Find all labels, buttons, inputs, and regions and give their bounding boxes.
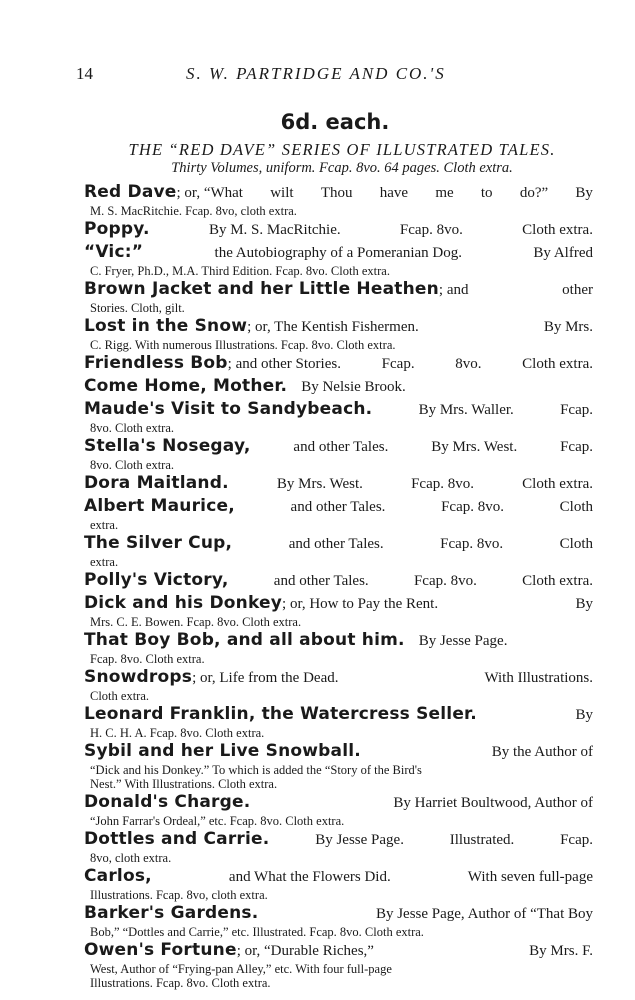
book-title: Polly's Victory, xyxy=(84,570,229,590)
title-group xyxy=(84,315,419,339)
entry-text: By xyxy=(575,185,593,201)
book-entry xyxy=(84,902,593,939)
entry-text: ; or, Life from the Dead. xyxy=(192,670,339,686)
entry-first-line xyxy=(84,592,593,615)
entry-details: “John Farrar's Ordeal,” etc. Fcap. 8vo. Cloth extra. xyxy=(90,814,345,828)
entry-text: Fcap. 8vo. xyxy=(399,222,463,238)
book-entry xyxy=(84,703,593,740)
entry-text: Fcap. xyxy=(560,402,593,418)
entry-text: By Nelsie Brook. xyxy=(301,379,406,395)
book-entry xyxy=(84,472,593,495)
entry-text: With seven full-page xyxy=(467,869,593,885)
running-head xyxy=(76,64,596,86)
entry-first-line xyxy=(84,791,593,814)
entry-text: ; and xyxy=(438,282,469,298)
entry-text: 8vo. xyxy=(455,356,482,372)
entry-first-line xyxy=(84,181,593,204)
price-heading: 6d. each. xyxy=(280,110,390,134)
page-number: 14 xyxy=(76,64,93,83)
entry-text: By Jesse Page, Author of “That Boy xyxy=(375,906,593,922)
entry-first-line xyxy=(84,666,593,689)
entry-text: Fcap. 8vo. xyxy=(411,476,475,492)
entry-details: C. Fryer, Ph.D., M.A. Third Edition. Fcap. 8vo. Cloth extra. xyxy=(90,264,390,278)
book-entry xyxy=(84,278,593,315)
title-group xyxy=(84,278,469,302)
book-title: Dora Maitland. xyxy=(84,473,229,493)
entry-text: other xyxy=(562,282,593,298)
entry-first-line xyxy=(84,629,593,652)
entry-first-line xyxy=(84,865,593,888)
entry-text: By xyxy=(575,707,593,723)
book-entry xyxy=(84,740,593,791)
entry-text: By Jesse Page. xyxy=(418,633,508,649)
entry-first-line xyxy=(84,375,593,398)
entry-text: the Autobiography of a Pomeranian Dog. xyxy=(214,245,462,261)
book-title: Albert Maurice, xyxy=(84,496,235,516)
book-entry xyxy=(84,569,593,592)
entry-text: Fcap. xyxy=(560,832,593,848)
book-title: Owen's Fortune xyxy=(84,940,237,960)
entry-first-line xyxy=(84,278,593,301)
entry-details: Mrs. C. E. Bowen. Fcap. 8vo. Cloth extra. xyxy=(90,615,302,629)
entry-first-line xyxy=(84,569,593,592)
book-entry xyxy=(84,939,593,990)
entry-text: and other Tales. xyxy=(293,439,389,455)
entry-text: ; and other Stories. xyxy=(227,356,341,372)
entry-details: extra. xyxy=(90,555,119,569)
entry-text: wilt xyxy=(270,185,294,201)
entry-first-line xyxy=(84,472,593,495)
entry-details: 8vo. Cloth extra. xyxy=(90,421,175,435)
entry-text: Fcap. 8vo. xyxy=(413,573,477,589)
entry-details: West, Author of “Frying-pan Alley,” etc. With four full-page xyxy=(90,962,392,976)
title-group xyxy=(84,939,374,963)
book-title: Dick and his Donkey xyxy=(84,593,283,613)
book-title: Friendless Bob xyxy=(84,353,228,373)
book-entry xyxy=(84,398,593,435)
series-title: THE “RED DAVE” SERIES OF ILLUSTRATED TALES. xyxy=(128,140,556,159)
entry-text: By Harriet Boultwood, Author of xyxy=(393,795,593,811)
book-entry xyxy=(84,435,593,472)
entry-first-line xyxy=(84,532,593,555)
entry-text: Cloth xyxy=(559,499,593,515)
entry-details: Fcap. 8vo. Cloth extra. xyxy=(90,652,205,666)
publisher-header: S. W. PARTRIDGE AND CO.'S xyxy=(186,64,446,83)
entry-first-line xyxy=(84,315,593,338)
title-group xyxy=(84,352,341,376)
entry-text: ; or, How to Pay the Rent. xyxy=(282,596,439,612)
book-title: Lost in the Snow xyxy=(84,316,248,336)
entry-text: By Jesse Page. xyxy=(315,832,404,848)
book-title: Brown Jacket and her Little Heathen xyxy=(84,279,439,299)
entry-text: and other Tales. xyxy=(273,573,369,589)
entry-text: ; or, “Durable Riches,” xyxy=(236,943,374,959)
entry-first-line xyxy=(84,241,593,264)
entry-text: By Mrs. xyxy=(543,319,593,335)
book-entry xyxy=(84,495,593,532)
entry-first-line xyxy=(84,703,593,726)
entry-text: Fcap. 8vo. xyxy=(440,536,504,552)
title-group xyxy=(84,181,243,205)
book-title: Leonard Franklin, the Watercress Seller. xyxy=(84,704,477,724)
book-title: Come Home, Mother. xyxy=(84,376,288,396)
book-title: Donald's Charge. xyxy=(84,792,251,812)
title-group xyxy=(84,592,438,616)
book-title: “Vic:” xyxy=(84,242,144,262)
entry-text: do?” xyxy=(519,185,549,201)
book-entry xyxy=(84,532,593,569)
book-entry xyxy=(84,315,593,352)
entry-text: and other Tales. xyxy=(288,536,384,552)
entry-first-line xyxy=(84,828,593,851)
book-title: Carlos, xyxy=(84,866,152,886)
book-title: That Boy Bob, and all about him. xyxy=(84,630,405,650)
book-title: Red Dave xyxy=(84,182,177,202)
entry-first-line xyxy=(84,435,593,458)
book-entry xyxy=(84,791,593,828)
entry-text: By Mrs. Waller. xyxy=(418,402,514,418)
book-title: Stella's Nosegay, xyxy=(84,436,251,456)
book-title: Barker's Gardens. xyxy=(84,903,259,923)
entry-details: M. S. MacRitchie. Fcap. 8vo, cloth extra. xyxy=(90,204,297,218)
entry-details: H. C. H. A. Fcap. 8vo. Cloth extra. xyxy=(90,726,265,740)
entry-text: ; or, The Kentish Fishermen. xyxy=(247,319,419,335)
entry-first-line xyxy=(84,740,593,763)
entry-first-line xyxy=(84,902,593,925)
book-entry xyxy=(84,375,593,398)
entry-details: Stories. Cloth, gilt. xyxy=(90,301,185,315)
entry-first-line xyxy=(84,495,593,518)
book-list xyxy=(84,181,593,990)
book-entry xyxy=(84,828,593,865)
entry-text: and What the Flowers Did. xyxy=(228,869,391,885)
entry-first-line xyxy=(84,218,593,241)
entry-text: With Illustrations. xyxy=(484,670,593,686)
entry-text: By xyxy=(575,596,593,612)
entry-text: Illustrated. xyxy=(449,832,515,848)
book-title: The Silver Cup, xyxy=(84,533,233,553)
entry-text: By Mrs. West. xyxy=(431,439,518,455)
book-title: Snowdrops xyxy=(84,667,193,687)
book-title: Dottles and Carrie. xyxy=(84,829,270,849)
entry-details: Bob,” “Dottles and Carrie,” etc. Illustrated. Fcap. 8vo. Cloth extra. xyxy=(90,925,424,939)
entry-details: “Dick and his Donkey.” To which is added the “Story of the Bird's xyxy=(90,763,422,777)
entry-text: Cloth extra. xyxy=(522,573,593,589)
entry-text: Cloth extra. xyxy=(522,222,593,238)
entry-text: me xyxy=(435,185,454,201)
entry-first-line xyxy=(84,398,593,421)
book-entry xyxy=(84,592,593,629)
entry-text: and other Tales. xyxy=(290,499,386,515)
book-entry xyxy=(84,352,593,375)
entry-text: By the Author of xyxy=(491,744,593,760)
entry-text: Thou xyxy=(320,185,353,201)
entry-details: 8vo, cloth extra. xyxy=(90,851,172,865)
entry-text: Fcap. 8vo. xyxy=(441,499,504,515)
entry-first-line xyxy=(84,939,593,962)
book-entry xyxy=(84,865,593,902)
entry-text: By Mrs. West. xyxy=(276,476,363,492)
entry-details: Illustrations. Fcap. 8vo, cloth extra. xyxy=(90,888,268,902)
entry-text: Cloth xyxy=(559,536,593,552)
series-subtitle: Thirty Volumes, uniform. Fcap. 8vo. 64 pages. Cloth extra. xyxy=(171,160,513,176)
entry-text: Fcap. xyxy=(381,356,415,372)
entry-details: 8vo. Cloth extra. xyxy=(90,458,175,472)
entry-details: Nest.” With Illustrations. Cloth extra. xyxy=(90,777,278,791)
book-entry xyxy=(84,629,593,666)
entry-text: ; or, “What xyxy=(176,185,243,201)
entry-text: Fcap. xyxy=(560,439,593,455)
entry-text: have xyxy=(379,185,409,201)
entry-details: Cloth extra. xyxy=(90,689,150,703)
book-title: Sybil and her Live Snowball. xyxy=(84,741,361,761)
entry-text: to xyxy=(480,185,493,201)
title-group xyxy=(84,666,339,690)
book-entry xyxy=(84,241,593,278)
entry-text: By Mrs. F. xyxy=(529,943,593,959)
entry-text: Cloth extra. xyxy=(522,476,593,492)
entry-details: extra. xyxy=(90,518,119,532)
book-entry xyxy=(84,218,593,241)
entry-details: C. Rigg. With numerous Illustrations. Fcap. 8vo. Cloth extra. xyxy=(90,338,396,352)
entry-text: By Alfred xyxy=(533,245,593,261)
book-entry xyxy=(84,181,593,218)
book-title: Poppy. xyxy=(84,219,150,239)
entry-details: Illustrations. Fcap. 8vo. Cloth extra. xyxy=(90,976,271,990)
book-title: Maude's Visit to Sandybeach. xyxy=(84,399,373,419)
entry-text: Cloth extra. xyxy=(522,356,593,372)
entry-first-line xyxy=(84,352,593,375)
entry-text: By M. S. MacRitchie. xyxy=(208,222,341,238)
book-entry xyxy=(84,666,593,703)
